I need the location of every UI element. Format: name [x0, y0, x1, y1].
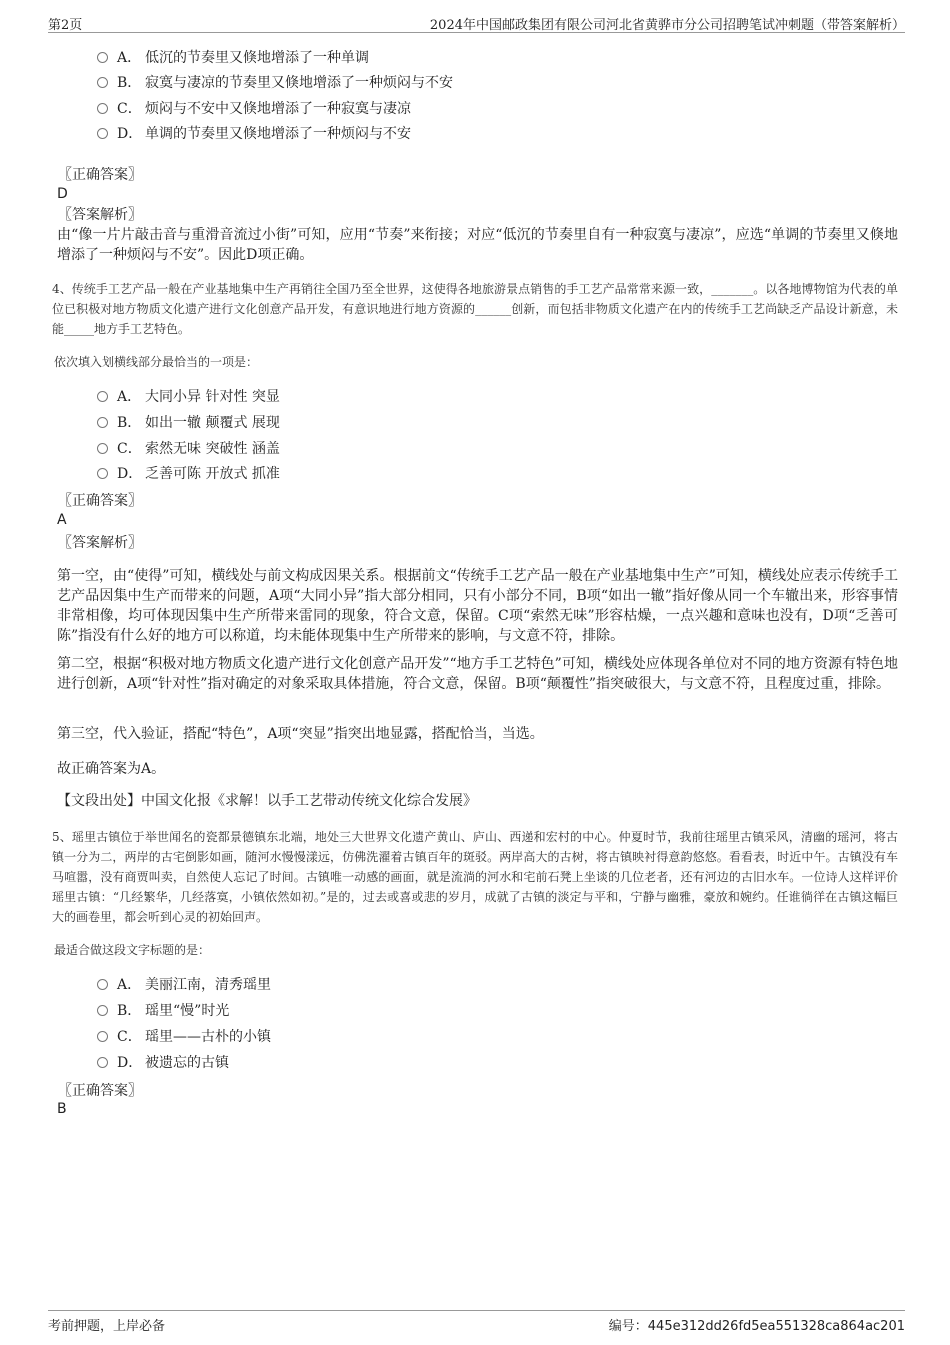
document-id-label: 编号：	[608, 1319, 648, 1334]
q5-option-c[interactable]: C． 瑶里——古朴的小镇	[97, 1027, 271, 1047]
q4-stem: 4、传统手工艺产品一般在产业基地集中生产再销往全国乃至全世界，这使得各地旅游景点销售的手工艺产品常常来源一致，_______。以各地博物馆为代表的单位已积极对地方物质文化遗产进行文化创意产品开发，有意识地进行地方资源的______创新，而包括非物质文化遗产在内的传统手工艺尚缺乏产品设计新意，未能_____地方手工艺特色。	[52, 282, 898, 336]
q4-prompt: 依次填入划横线部分最恰当的一项是：	[54, 355, 259, 369]
radio-icon[interactable]	[97, 128, 108, 139]
q5-answer-label: 〖正确答案〗	[58, 1083, 142, 1099]
q4-analysis-paragraph-2: 第二空，根据“积极对地方物质文化遗产进行文化创意产品开发”“地方手工艺特色”可知，横线处应体现各单位对不同的地方资源有特色地进行创新，A项“针对性”指对确定的对象采取具体措施，符合文意，保留。B项“颠覆性”指突破很大，与文意不符，且程度过重，排除。	[57, 656, 898, 692]
q5-option-d[interactable]: D． 被遗忘的古镇	[97, 1053, 229, 1073]
document-id-value: 445e312dd26fd5ea551328ca864ac201	[647, 1319, 905, 1334]
document-title: 2024年中国邮政集团有限公司河北省黄骅市分公司招聘笔试冲刺题（带答案解析）	[429, 18, 905, 33]
footer-slogan: 考前押题，上岸必备	[48, 1319, 166, 1334]
radio-icon[interactable]	[97, 77, 108, 88]
radio-icon[interactable]	[97, 391, 108, 402]
q3-option-c[interactable]: C． 烦闷与不安中又倏地增添了一种寂寞与凄凉	[97, 99, 411, 119]
q5-stem: 5、瑶里古镇位于举世闻名的瓷都景德镇东北端，地处三大世界文化遗产黄山、庐山、西递和宏村的中心。仲夏时节，我前往瑶里古镇采风，清幽的瑶河，将古镇一分为二，两岸的古宅倒影如画，随河水慢慢漾远，仿佛洗濯着古镇百年的斑驳。两岸高大的古树，将古镇映衬得意韵悠悠。看看表，时近中午。古镇没有车马喧嚣，没有商贾叫卖，自然使人忘记了时间。古镇唯一动感的画面，就是流淌的河水和宅前石凳上坐谈的几位老者，还有河边的古旧水车。一位诗人这样评价瑶里古镇：“几经繁华，几经落寞，小镇依然如初。”是的，过去或喜或悲的岁月，成就了古镇的淡定与平和，宁静与幽雅，豪放和婉约。任谁徜徉在古镇这幅巨大的画卷里，都会听到心灵的初始回声。	[52, 830, 898, 924]
q4-analysis-paragraph-4: 故正确答案为A。	[57, 761, 166, 777]
q3-analysis: 由“像一片片敲击音与重滑音流过小街”可知，应用“节奏”来衔接；对应“低沉的节奏里自有一种寂寞与凄凉”，应选“单调的节奏里又倏地增添了一种烦闷与不安”。因此D项正确。	[57, 227, 898, 263]
q4-option-a[interactable]: A． 大同小异 针对性 突显	[97, 387, 280, 407]
q4-analysis-paragraph-3: 第三空，代入验证，搭配“特色”，A项“突显”指突出地显露，搭配恰当，当选。	[57, 726, 544, 742]
radio-icon[interactable]	[97, 52, 108, 63]
radio-icon[interactable]	[97, 979, 108, 990]
q3-answer-label: 〖正确答案〗	[58, 167, 142, 183]
page-footer	[48, 1310, 905, 1335]
q4-option-b[interactable]: B． 如出一辙 颠覆式 展现	[97, 413, 280, 433]
q5-answer: B	[57, 1101, 67, 1117]
radio-icon[interactable]	[97, 1005, 108, 1016]
q3-analysis-label: 〖答案解析〗	[58, 207, 142, 223]
q3-option-b[interactable]: B． 寂寞与凄凉的节奏里又倏地增添了一种烦闷与不安	[97, 73, 453, 93]
q4-analysis-label: 〖答案解析〗	[58, 535, 142, 551]
q5-option-a[interactable]: A． 美丽江南，清秀瑶里	[97, 975, 271, 995]
q5-option-b[interactable]: B． 瑶里“慢”时光	[97, 1001, 229, 1021]
radio-icon[interactable]	[97, 1057, 108, 1068]
q5-prompt: 最适合做这段文字标题的是：	[54, 943, 211, 957]
q4-analysis-paragraph-1: 第一空，由“使得”可知，横线处与前文构成因果关系。根据前文“传统手工艺产品一般在产业基地集中生产”可知，横线处应表示传统手工艺产品因集中生产而带来的问题，A项“大同小异”指大部分相同，只有小部分不同，B项“如出一辙”指好像从同一个车辙出来，形容事情非常相像，均可体现因集中生产所带来雷同的现象，符合文意，保留。C项“索然无味”形容枯燥，一点兴趣和意味也没有，D项“乏善可陈”指没有什么好的地方可以称道，均未能体现集中生产所带来的影响，与文意不符，排除。	[57, 568, 898, 644]
radio-icon[interactable]	[97, 443, 108, 454]
q3-answer: D	[57, 186, 68, 202]
q3-option-d[interactable]: D． 单调的节奏里又倏地增添了一种烦闷与不安	[97, 124, 411, 144]
q4-option-d[interactable]: D． 乏善可陈 开放式 抓准	[97, 464, 280, 484]
q4-answer: A	[57, 512, 67, 528]
page-header	[48, 12, 905, 33]
page-number: 第2页	[48, 18, 83, 33]
radio-icon[interactable]	[97, 1031, 108, 1042]
document-id	[609, 1315, 905, 1334]
radio-icon[interactable]	[97, 103, 108, 114]
radio-icon[interactable]	[97, 417, 108, 428]
q3-option-a[interactable]: A． 低沉的节奏里又倏地增添了一种单调	[97, 48, 369, 68]
radio-icon[interactable]	[97, 468, 108, 479]
q4-source: 【文段出处】中国文化报《求解！以手工艺带动传统文化综合发展》	[57, 793, 477, 809]
q4-option-c[interactable]: C． 索然无味 突破性 涵盖	[97, 439, 280, 459]
q4-answer-label: 〖正确答案〗	[58, 493, 142, 509]
